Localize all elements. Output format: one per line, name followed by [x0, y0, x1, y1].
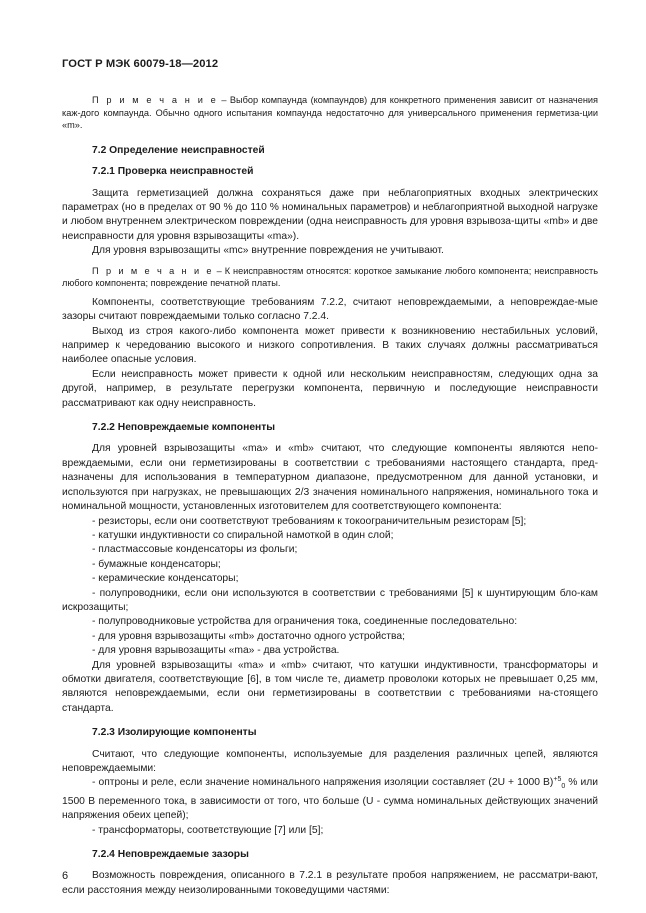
list-item: [62, 776, 598, 823]
note-label: П р и м е ч а н и е: [92, 265, 214, 276]
note-text: – К неисправностям относятся: короткое замыкание любого компонента; неисправность любого компонента; повреждение печатной платы.: [62, 265, 598, 289]
list-item: - пластмассовые конденсаторы из фольги;: [92, 544, 298, 556]
note-label: П р и м е ч а н и е: [92, 95, 218, 105]
section-heading-7-2-3: 7.2.3 Изолирующие компоненты: [92, 727, 257, 739]
list-item-text: % или 1500 В переменного тока, в зависимости от того, что больше (U - сумма номинальных действующих значений напряжения обеих цепей);: [62, 777, 599, 822]
list-item: - полупроводниковые устройства для ограничения тока, соединенные последовательно:: [92, 616, 518, 628]
list-item: - катушки индуктивности со спиральной намоткой в один слой;: [92, 529, 394, 541]
note-2: [62, 265, 598, 290]
section-heading-7-2-1: 7.2.1 Проверка неисправностей: [92, 166, 254, 178]
paragraph: Возможность повреждения, описанного в 7.2.1 в результате пробоя напряжением, не рассматри-вают, если расстояния между неизолированными токоведущими частями:: [62, 870, 598, 896]
section-heading-7-2-2: 7.2.2 Неповреждаемые компоненты: [92, 422, 276, 434]
list-item-text: - оптроны и реле, если значение номинального напряжения изоляции составляет (2U + 1000 В): [92, 777, 554, 789]
paragraph: Компоненты, соответствующие требованиям 7.2.2, считают неповреждаемыми, а неповреждае-мые зазоры считают повреждаемыми только согласно 7.2.4.: [62, 296, 598, 323]
list-item: - полупроводники, если они используются в соответствии с требованиями [5] к шунтирующим бло-кам искрозащиты;: [62, 587, 598, 613]
tolerance-lower: 0: [561, 783, 566, 791]
list-item: - бумажные конденсаторы;: [92, 558, 221, 570]
paragraph: Для уровня взрывозащиты «mc» внутренние повреждения не учитывают.: [92, 245, 444, 257]
document-body: [62, 94, 598, 898]
paragraph: Выход из строя какого-либо компонента может привести к возникновению нестабильных условий, например к чередованию высокого и низкого сопротивления. В таких случаях должны рассматриваться наиболее опасные условия.: [62, 325, 598, 366]
section-heading-7-2: 7.2 Определение неисправностей: [92, 144, 265, 156]
list-item: - для уровня взрывозащиты «ma» - два устройства.: [92, 645, 340, 657]
paragraph: Для уровней взрывозащиты «ma» и «mb» считают, что следующие компоненты являются непо-вреждаемыми, если они герметизированы в соответствии с требованиями настоящего стандарта, пред-назначены для использования в температурном диапазоне, предусмотренном для данной установки, и используются при нагрузках, не превышающих 2/3 значения номинального напряжения, номинального тока и номинальной мощности, установленных изготовителем для соответствующего компонента:: [62, 443, 598, 513]
list-item: - резисторы, если они соответствуют требованиям к токоограничительным резисторам [5];: [92, 515, 527, 527]
paragraph: Защита герметизацией должна сохраняться даже при неблагоприятных входных электрических параметрах (но в пределах от 90 % до 110 % номинальных параметров) и неблагоприятной выходной нагрузке и любом внутреннем электрическом повреждении (одна неисправность для уровня взрывоза-щиты «mb» и две неисправности для уровня взрывозащиты «ma»).: [62, 187, 598, 242]
paragraph: Если неисправность может привести к одной или нескольким неисправностям, следующих одна за другой, например, в результате перегрузки компонента, первичную и последующие неисправности рассматривают как одну неисправность.: [62, 368, 598, 409]
paragraph: Считают, что следующие компоненты, используемые для разделения различных цепей, являются неповреждаемыми:: [62, 748, 598, 774]
paragraph: Для уровней взрывозащиты «ma» и «mb» считают, что катушки индуктивности, трансформаторы и обмотки двигателя, соответствующие [6], в том числе те, диаметр проволоки которых не превышает 0,25 мм, являются неповреждаемыми, если они герметизированы в соответствии с требованиями на-стоящего стандарта.: [62, 659, 598, 714]
note-text: – Выбор компаунда (компаундов) для конкретного применения зависит от назначения каж-дого компаунда. Обычно одного испытания компаунда недостаточно для универсального применения герметиза-ции «m».: [62, 95, 599, 131]
tolerance-upper: +5: [553, 776, 562, 784]
list-item: - керамические конденсаторы;: [92, 573, 239, 585]
list-item: - трансформаторы, соответствующие [7] или [5];: [92, 824, 324, 836]
section-heading-7-2-4: 7.2.4 Неповреждаемые зазоры: [92, 849, 249, 861]
list-item: - для уровня взрывозащиты «mb» достаточно одного устройства;: [92, 630, 405, 642]
note-1: [62, 94, 598, 132]
document-header: ГОСТ Р МЭК 60079-18—2012: [62, 58, 219, 70]
page-number: 6: [62, 870, 69, 882]
